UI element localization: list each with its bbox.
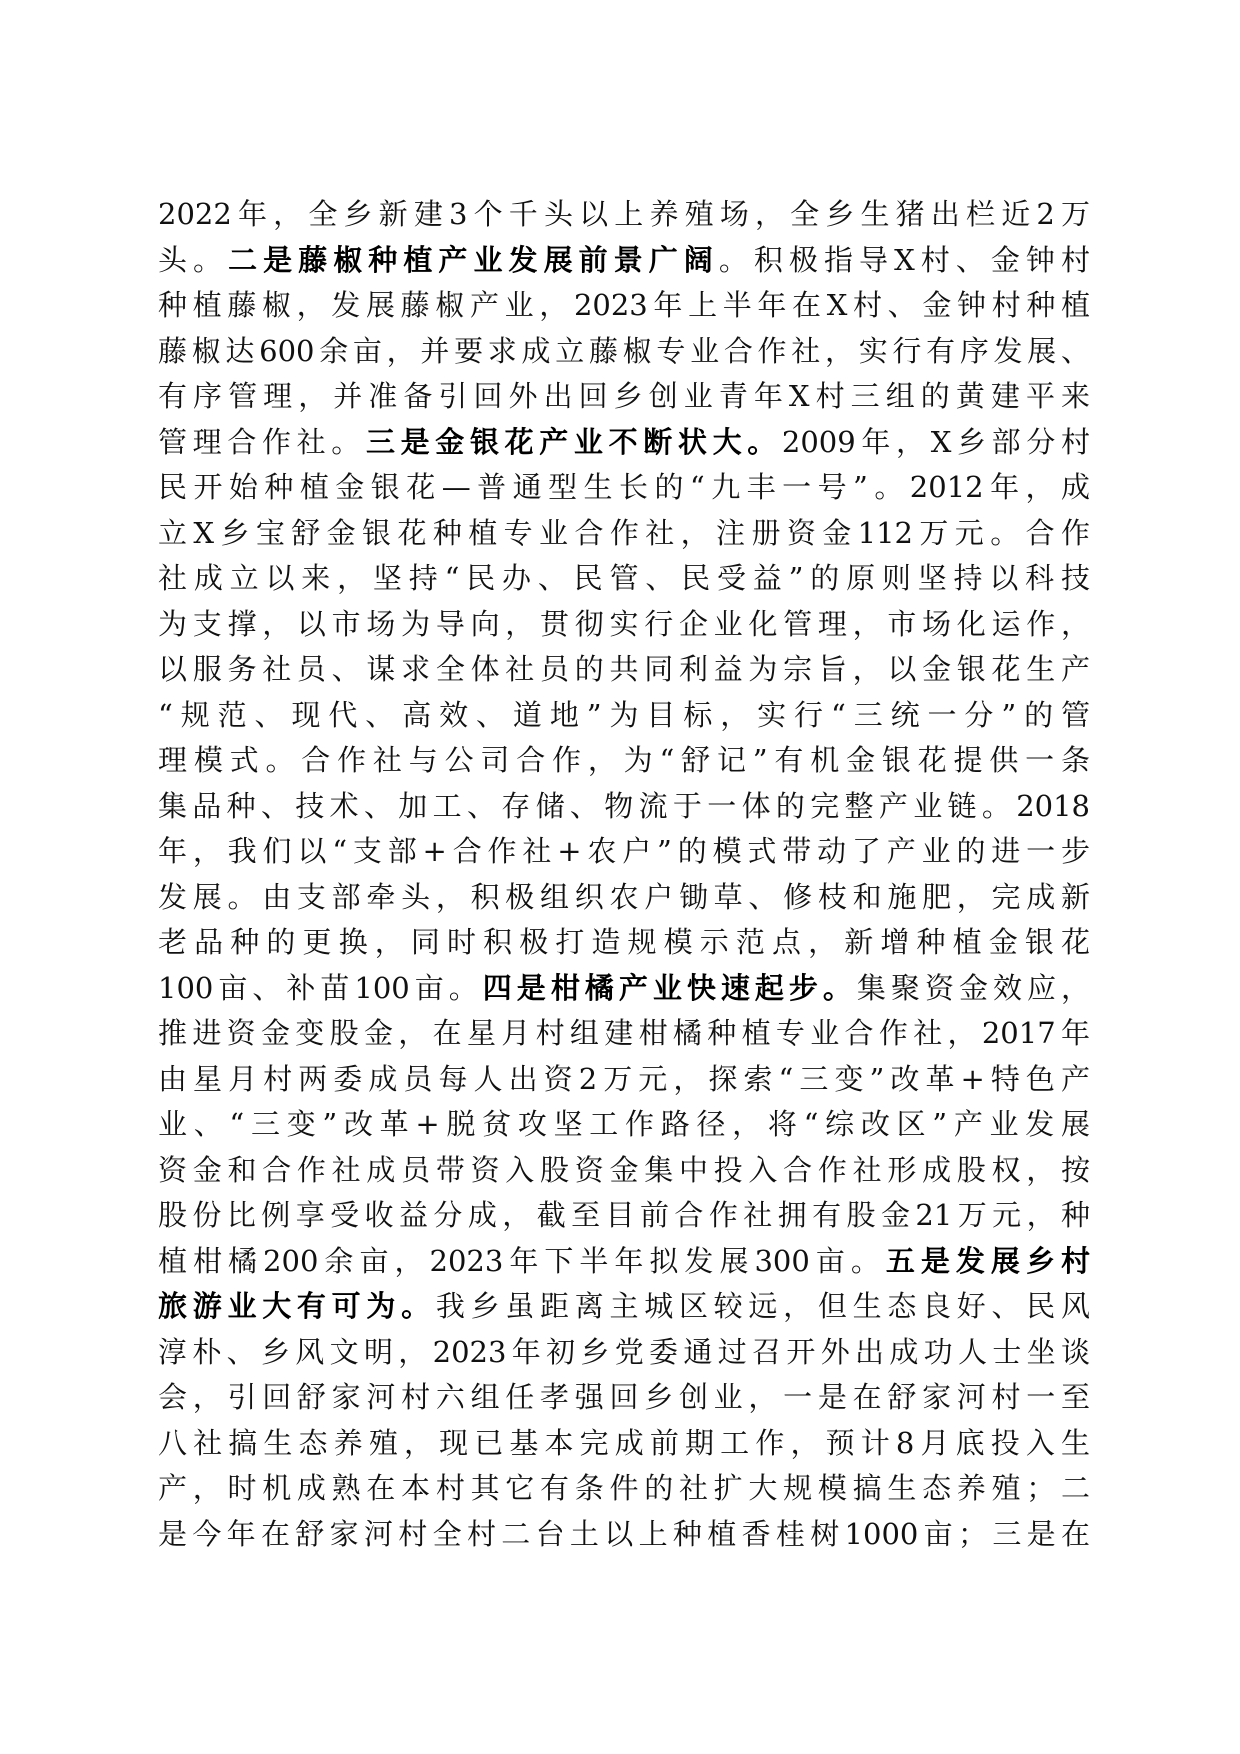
text-run: 藤椒达600余亩，并要求成立藤椒专业合作社，实行有序发展、 — [158, 333, 1090, 368]
text-run: 年，我们以“支部+合作社+农户”的模式带动了产业的进一步 — [158, 834, 1090, 868]
text-run: 由星月村两委成员每人出资2万元，探索“三变”改革+特色产 — [158, 1061, 1090, 1096]
text-line — [158, 784, 1090, 830]
text-run: 我乡虽距离主城区较远，但生态良好、民风 — [435, 1289, 1090, 1323]
text-run: “规范、现代、高效、道地”为目标，实行“三统一分”的管 — [158, 697, 1090, 732]
text-line — [158, 1102, 1090, 1148]
text-line — [158, 1421, 1090, 1467]
text-line — [158, 1193, 1090, 1239]
text-line — [158, 1011, 1090, 1057]
text-run: 产，时机成熟在本村其它有条件的社扩大规模搞生态养殖；二 — [158, 1471, 1090, 1505]
text-run: 植柑橘200余亩，2023年下半年拟发展300亩。 — [158, 1243, 886, 1278]
text-run: 有序管理，并准备引回外出回乡创业青年X村三组的黄建平来 — [158, 379, 1090, 413]
text-line — [158, 829, 1090, 875]
text-run: 集聚资金效应， — [856, 970, 1090, 1005]
text-run: 2009年，X乡部分村 — [781, 424, 1090, 459]
text-line — [158, 1466, 1090, 1512]
text-line — [158, 329, 1090, 375]
text-line — [158, 966, 1090, 1012]
text-line — [158, 1330, 1090, 1376]
text-run: 八社搞生态养殖，现已基本完成前期工作，预计8月底投入生 — [158, 1425, 1090, 1460]
text-run: 资金和合作社成员带资入股资金集中投入合作社形成股权，按 — [158, 1152, 1090, 1187]
text-line — [158, 875, 1090, 921]
text-run: 100亩、补苗100亩。 — [158, 970, 483, 1005]
body-paragraph — [158, 192, 1090, 1557]
text-run: 。积极指导X村、金钟村 — [718, 242, 1090, 277]
text-run: 以服务社员、谋求全体社员的共同利益为宗旨，以金银花生产 — [158, 652, 1090, 686]
text-run: 会，引回舒家河村六组任孝强回乡创业，一是在舒家河村一至 — [158, 1380, 1090, 1414]
text-run: 社成立以来，坚持“民办、民管、民受益”的原则坚持以科技 — [158, 561, 1090, 595]
text-run: 股份比例享受收益分成，截至目前合作社拥有股金21万元，种 — [158, 1198, 1090, 1232]
text-run: 管理合作社。 — [158, 424, 366, 459]
bold-heading-phrase: 四是柑橘产业快速起步。 — [482, 970, 857, 1005]
text-line — [158, 1057, 1090, 1103]
text-run: 头。 — [158, 242, 229, 277]
text-run: 民开始种植金银花—普通型生长的“九丰一号”。2012年，成 — [158, 470, 1090, 504]
text-run: 淳朴、乡风文明，2023年初乡党委通过召开外出成功人士坐谈 — [158, 1334, 1090, 1369]
text-run: 老品种的更换，同时积极打造规模示范点，新增种植金银花 — [158, 925, 1090, 959]
text-line — [158, 693, 1090, 739]
text-line — [158, 1239, 1090, 1285]
text-run: 种植藤椒，发展藤椒产业，2023年上半年在X村、金钟村种植 — [158, 288, 1090, 322]
text-run: 为支撑，以市场为导向，贯彻实行企业化管理，市场化运作， — [158, 606, 1090, 641]
text-run: 是今年在舒家河村全村二台土以上种植香桂树1000亩；三是在 — [158, 1516, 1090, 1551]
text-run: 立X乡宝舒金银花种植专业合作社，注册资金112万元。合作 — [158, 515, 1090, 550]
text-run: 业、“三变”改革+脱贫攻坚工作路径，将“综改区”产业发展 — [158, 1107, 1090, 1141]
text-line — [158, 920, 1090, 966]
text-line — [158, 738, 1090, 784]
text-line — [158, 238, 1090, 284]
text-line — [158, 465, 1090, 511]
text-run: 推进资金变股金，在星月村组建柑橘种植专业合作社，2017年 — [158, 1016, 1090, 1050]
text-line — [158, 1512, 1090, 1558]
text-run: 2022年，全乡新建3个千头以上养殖场，全乡生猪出栏近2万 — [158, 197, 1090, 231]
text-run: 理模式。合作社与公司合作，为“舒记”有机金银花提供一条 — [158, 743, 1090, 777]
text-run: 发展。由支部牵头，积极组织农户锄草、修枝和施肥，完成新 — [158, 879, 1090, 914]
bold-heading-phrase: 旅游业大有可为。 — [158, 1289, 436, 1323]
text-line — [158, 1284, 1090, 1330]
text-line — [158, 1375, 1090, 1421]
text-line — [158, 556, 1090, 602]
text-line — [158, 602, 1090, 648]
text-line — [158, 283, 1090, 329]
bold-heading-phrase: 二是藤椒种植产业发展前景广阔 — [228, 242, 719, 277]
bold-heading-phrase: 三是金银花产业不断状大。 — [365, 424, 782, 459]
text-line — [158, 374, 1090, 420]
text-line — [158, 511, 1090, 557]
text-line — [158, 647, 1090, 693]
bold-heading-phrase: 五是发展乡村 — [885, 1243, 1090, 1278]
text-run: 集品种、技术、加工、存储、物流于一体的完整产业链。2018 — [158, 788, 1090, 823]
text-line — [158, 420, 1090, 466]
text-line — [158, 192, 1090, 238]
text-line — [158, 1148, 1090, 1194]
